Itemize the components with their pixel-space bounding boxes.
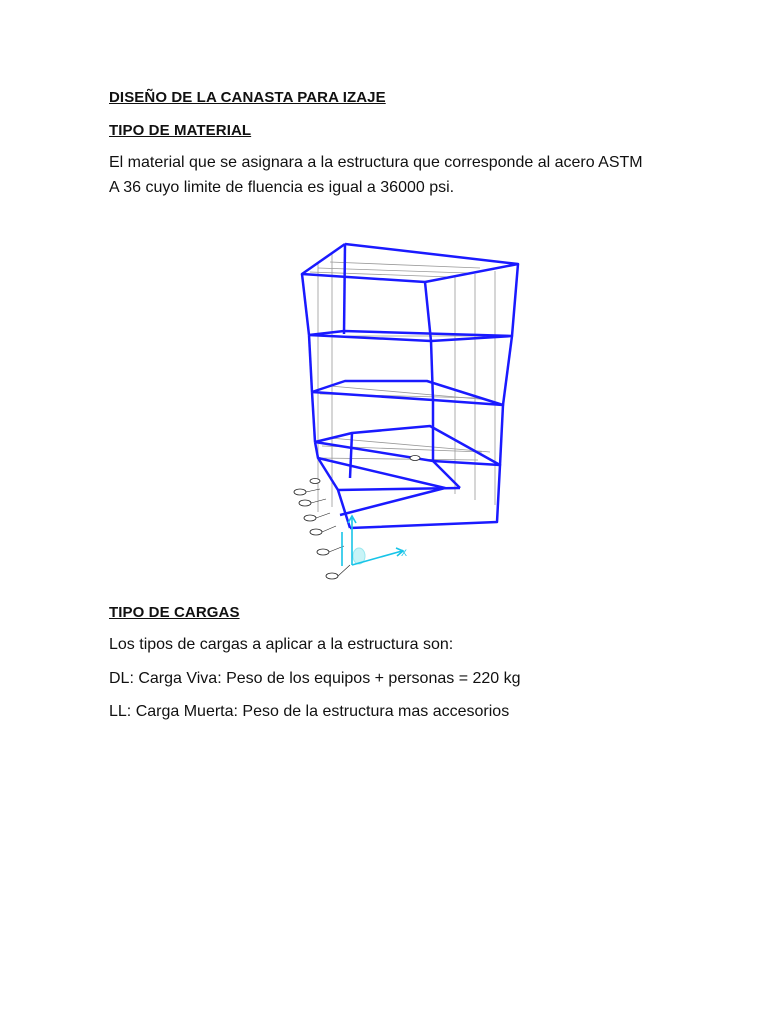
joint-label-marker: [326, 573, 338, 579]
material-line-2: A 36 cuyo limite de fluencia es igual a 36000 psi.: [109, 179, 455, 196]
coordinate-axes: [342, 516, 403, 566]
joint-label-marker: [310, 479, 320, 484]
joint-label-marker: [410, 456, 420, 461]
section-heading-cargas: TIPO DE CARGAS: [109, 604, 240, 621]
document-title: DISEÑO DE LA CANASTA PARA IZAJE: [109, 89, 386, 106]
material-line-1: El material que se asignara a la estructura que corresponde al acero ASTM: [109, 154, 643, 171]
joint-label-marker: [310, 529, 322, 535]
cargas-intro: Los tipos de cargas a aplicar a la estructura son:: [109, 636, 454, 653]
load-ll: LL: Carga Muerta: Peso de la estructura mas accesorios: [109, 703, 510, 720]
material-paragraph: [109, 150, 679, 200]
joint-label-marker: [304, 515, 316, 521]
structure-3d-figure: [280, 230, 520, 590]
joint-label-marker: [294, 489, 306, 495]
load-dl: DL: Carga Viva: Peso de los equipos + personas = 220 kg: [109, 670, 521, 687]
joint-label-marker: [299, 500, 311, 506]
section-heading-material: TIPO DE MATERIAL: [109, 122, 252, 139]
joint-label-marker: [317, 549, 329, 555]
axis-label-x: X: [401, 548, 408, 558]
